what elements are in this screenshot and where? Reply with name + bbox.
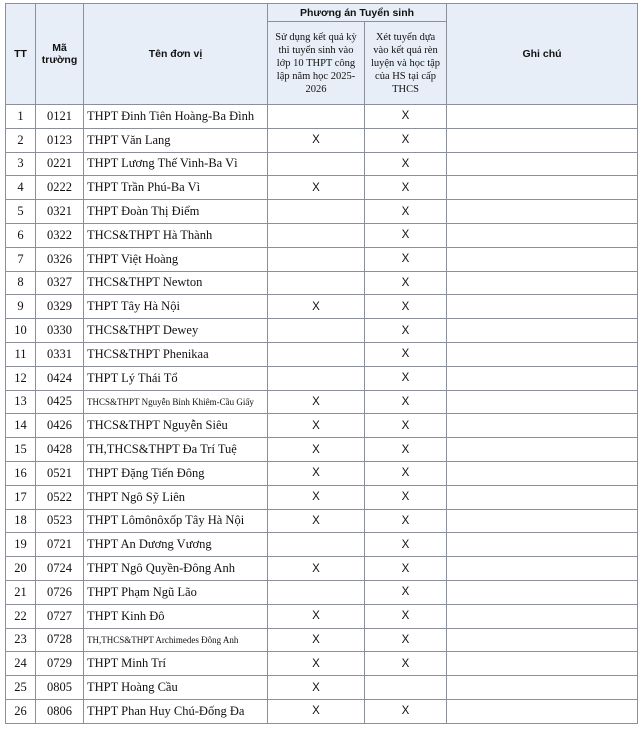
table-row [6, 676, 638, 700]
row-tt: 12 [6, 366, 36, 390]
row-tt: 3 [6, 152, 36, 176]
table-row [6, 271, 638, 295]
row-xet-mark: X [365, 271, 447, 295]
row-xet-mark: X [365, 509, 447, 533]
table-row [6, 319, 638, 343]
header-ten-don-vi: Tên đơn vị [84, 4, 268, 105]
row-ten-don-vi: THCS&THPT Dewey [84, 319, 268, 343]
row-xet-mark: X [365, 604, 447, 628]
row-xet-mark: X [365, 176, 447, 200]
row-ma-truong: 0222 [36, 176, 84, 200]
table-row [6, 652, 638, 676]
row-xet-mark: X [365, 652, 447, 676]
row-thi-mark [268, 105, 365, 129]
row-thi-mark: X [268, 604, 365, 628]
row-xet-mark: X [365, 319, 447, 343]
row-xet-mark: X [365, 366, 447, 390]
row-xet-mark: X [365, 557, 447, 581]
row-ten-don-vi: THCS&THPT Hà Thành [84, 223, 268, 247]
row-tt: 4 [6, 176, 36, 200]
row-ghi-chu [447, 557, 638, 581]
row-xet-mark [365, 676, 447, 700]
row-xet-mark: X [365, 247, 447, 271]
admission-table [5, 3, 638, 724]
row-thi-mark: X [268, 628, 365, 652]
row-ten-don-vi: THCS&THPT Nguyễn Bỉnh Khiêm-Cầu Giấy [84, 390, 268, 414]
row-thi-mark [268, 200, 365, 224]
row-ghi-chu [447, 485, 638, 509]
row-ghi-chu [447, 628, 638, 652]
row-thi-mark [268, 152, 365, 176]
table-row [6, 128, 638, 152]
table-row [6, 295, 638, 319]
row-thi-mark [268, 580, 365, 604]
row-ma-truong: 0425 [36, 390, 84, 414]
row-tt: 15 [6, 438, 36, 462]
row-tt: 18 [6, 509, 36, 533]
row-ten-don-vi: THPT Lý Thái Tổ [84, 366, 268, 390]
row-ghi-chu [447, 461, 638, 485]
row-ghi-chu [447, 438, 638, 462]
row-ma-truong: 0121 [36, 105, 84, 129]
row-thi-mark [268, 366, 365, 390]
row-thi-mark: X [268, 557, 365, 581]
table-row [6, 152, 638, 176]
row-ma-truong: 0728 [36, 628, 84, 652]
row-ten-don-vi: THPT Phan Huy Chú-Đống Đa [84, 699, 268, 723]
table-row [6, 557, 638, 581]
row-tt: 8 [6, 271, 36, 295]
row-ten-don-vi: THPT Hoàng Cầu [84, 676, 268, 700]
row-ma-truong: 0724 [36, 557, 84, 581]
row-ten-don-vi: THPT Lômônôxốp Tây Hà Nội [84, 509, 268, 533]
table-row [6, 223, 638, 247]
row-ghi-chu [447, 342, 638, 366]
row-ten-don-vi: THCS&THPT Nguyễn Siêu [84, 414, 268, 438]
row-tt: 25 [6, 676, 36, 700]
row-xet-mark: X [365, 105, 447, 129]
row-ten-don-vi: THPT Đinh Tiên Hoàng-Ba Đình [84, 105, 268, 129]
row-ma-truong: 0729 [36, 652, 84, 676]
row-tt: 1 [6, 105, 36, 129]
table-row [6, 461, 638, 485]
row-thi-mark: X [268, 509, 365, 533]
row-ma-truong: 0329 [36, 295, 84, 319]
row-thi-mark [268, 223, 365, 247]
row-xet-mark: X [365, 223, 447, 247]
row-xet-mark: X [365, 152, 447, 176]
row-tt: 5 [6, 200, 36, 224]
row-thi-mark: X [268, 295, 365, 319]
row-ma-truong: 0327 [36, 271, 84, 295]
row-thi-mark [268, 342, 365, 366]
row-ghi-chu [447, 200, 638, 224]
row-ghi-chu [447, 247, 638, 271]
row-ghi-chu [447, 152, 638, 176]
table-row [6, 200, 638, 224]
table-row [6, 699, 638, 723]
header-tt: TT [6, 4, 36, 105]
row-ma-truong: 0727 [36, 604, 84, 628]
row-ghi-chu [447, 128, 638, 152]
header-ma-truong: Mã trường [36, 4, 84, 105]
row-tt: 10 [6, 319, 36, 343]
row-tt: 19 [6, 533, 36, 557]
table-row [6, 176, 638, 200]
row-ghi-chu [447, 676, 638, 700]
row-tt: 11 [6, 342, 36, 366]
row-ten-don-vi: THPT Lương Thế Vinh-Ba Vì [84, 152, 268, 176]
row-ten-don-vi: THPT Tây Hà Nội [84, 295, 268, 319]
row-ten-don-vi: TH,THCS&THPT Archimedes Đông Anh [84, 628, 268, 652]
row-ghi-chu [447, 319, 638, 343]
row-ten-don-vi: TH,THCS&THPT Đa Trí Tuệ [84, 438, 268, 462]
table-row [6, 366, 638, 390]
row-ghi-chu [447, 699, 638, 723]
row-ten-don-vi: THPT Phạm Ngũ Lão [84, 580, 268, 604]
row-ghi-chu [447, 223, 638, 247]
row-thi-mark: X [268, 485, 365, 509]
row-ma-truong: 0721 [36, 533, 84, 557]
row-thi-mark: X [268, 676, 365, 700]
row-thi-mark: X [268, 461, 365, 485]
header-ghi-chu: Ghi chú [447, 4, 638, 105]
header-col-thi: Sử dụng kết quả kỳ thi tuyển sinh vào lớp 10 THPT công lập năm học 2025-2026 [268, 22, 365, 105]
header-col-xet: Xét tuyển dựa vào kết quả rèn luyện và học tập của HS tại cấp THCS [365, 22, 447, 105]
row-ma-truong: 0322 [36, 223, 84, 247]
row-ma-truong: 0522 [36, 485, 84, 509]
row-ten-don-vi: THPT Văn Lang [84, 128, 268, 152]
row-tt: 20 [6, 557, 36, 581]
table-row [6, 580, 638, 604]
row-xet-mark: X [365, 699, 447, 723]
row-ghi-chu [447, 271, 638, 295]
row-ma-truong: 0321 [36, 200, 84, 224]
table-row [6, 438, 638, 462]
table-body [6, 105, 638, 724]
row-ma-truong: 0221 [36, 152, 84, 176]
row-ghi-chu [447, 580, 638, 604]
table-row [6, 485, 638, 509]
row-ten-don-vi: THPT Việt Hoàng [84, 247, 268, 271]
row-ten-don-vi: THCS&THPT Phenikaa [84, 342, 268, 366]
row-xet-mark: X [365, 580, 447, 604]
row-xet-mark: X [365, 461, 447, 485]
row-tt: 2 [6, 128, 36, 152]
row-ma-truong: 0331 [36, 342, 84, 366]
row-thi-mark [268, 247, 365, 271]
row-ghi-chu [447, 295, 638, 319]
row-ten-don-vi: THPT Minh Trí [84, 652, 268, 676]
row-ten-don-vi: THPT Ngô Sỹ Liên [84, 485, 268, 509]
row-ma-truong: 0806 [36, 699, 84, 723]
row-xet-mark: X [365, 533, 447, 557]
row-ma-truong: 0123 [36, 128, 84, 152]
row-tt: 9 [6, 295, 36, 319]
row-xet-mark: X [365, 342, 447, 366]
table-row [6, 509, 638, 533]
row-ma-truong: 0726 [36, 580, 84, 604]
row-thi-mark: X [268, 652, 365, 676]
row-ma-truong: 0523 [36, 509, 84, 533]
row-ten-don-vi: THPT Kinh Đô [84, 604, 268, 628]
row-tt: 14 [6, 414, 36, 438]
row-tt: 24 [6, 652, 36, 676]
row-thi-mark: X [268, 390, 365, 414]
row-xet-mark: X [365, 128, 447, 152]
row-thi-mark: X [268, 438, 365, 462]
table-row [6, 105, 638, 129]
row-ghi-chu [447, 604, 638, 628]
row-ten-don-vi: THCS&THPT Newton [84, 271, 268, 295]
row-ghi-chu [447, 390, 638, 414]
row-tt: 21 [6, 580, 36, 604]
row-ma-truong: 0330 [36, 319, 84, 343]
table-row [6, 390, 638, 414]
row-tt: 17 [6, 485, 36, 509]
row-ghi-chu [447, 414, 638, 438]
row-tt: 16 [6, 461, 36, 485]
row-ten-don-vi: THPT Trần Phú-Ba Vì [84, 176, 268, 200]
row-ten-don-vi: THPT Ngô Quyền-Đông Anh [84, 557, 268, 581]
row-ghi-chu [447, 509, 638, 533]
table-row [6, 414, 638, 438]
row-ma-truong: 0424 [36, 366, 84, 390]
table-row [6, 342, 638, 366]
row-ghi-chu [447, 176, 638, 200]
row-ten-don-vi: THPT Đặng Tiến Đông [84, 461, 268, 485]
table-row [6, 604, 638, 628]
row-xet-mark: X [365, 485, 447, 509]
row-thi-mark [268, 319, 365, 343]
table-row [6, 628, 638, 652]
table-row [6, 533, 638, 557]
row-thi-mark: X [268, 128, 365, 152]
row-thi-mark: X [268, 176, 365, 200]
row-thi-mark [268, 271, 365, 295]
row-tt: 6 [6, 223, 36, 247]
row-tt: 26 [6, 699, 36, 723]
row-xet-mark: X [365, 414, 447, 438]
row-tt: 13 [6, 390, 36, 414]
row-tt: 7 [6, 247, 36, 271]
row-ten-don-vi: THPT Đoàn Thị Điểm [84, 200, 268, 224]
row-xet-mark: X [365, 200, 447, 224]
row-xet-mark: X [365, 628, 447, 652]
row-xet-mark: X [365, 295, 447, 319]
row-thi-mark: X [268, 699, 365, 723]
header-phuong-an: Phương án Tuyển sinh [268, 4, 447, 22]
table-row [6, 247, 638, 271]
row-ma-truong: 0428 [36, 438, 84, 462]
row-ma-truong: 0326 [36, 247, 84, 271]
row-ghi-chu [447, 652, 638, 676]
row-thi-mark [268, 533, 365, 557]
row-ma-truong: 0426 [36, 414, 84, 438]
row-xet-mark: X [365, 438, 447, 462]
row-ghi-chu [447, 533, 638, 557]
row-ma-truong: 0805 [36, 676, 84, 700]
row-tt: 23 [6, 628, 36, 652]
row-xet-mark: X [365, 390, 447, 414]
row-ghi-chu [447, 105, 638, 129]
row-ma-truong: 0521 [36, 461, 84, 485]
row-ghi-chu [447, 366, 638, 390]
row-ten-don-vi: THPT An Dương Vương [84, 533, 268, 557]
row-tt: 22 [6, 604, 36, 628]
row-thi-mark: X [268, 414, 365, 438]
